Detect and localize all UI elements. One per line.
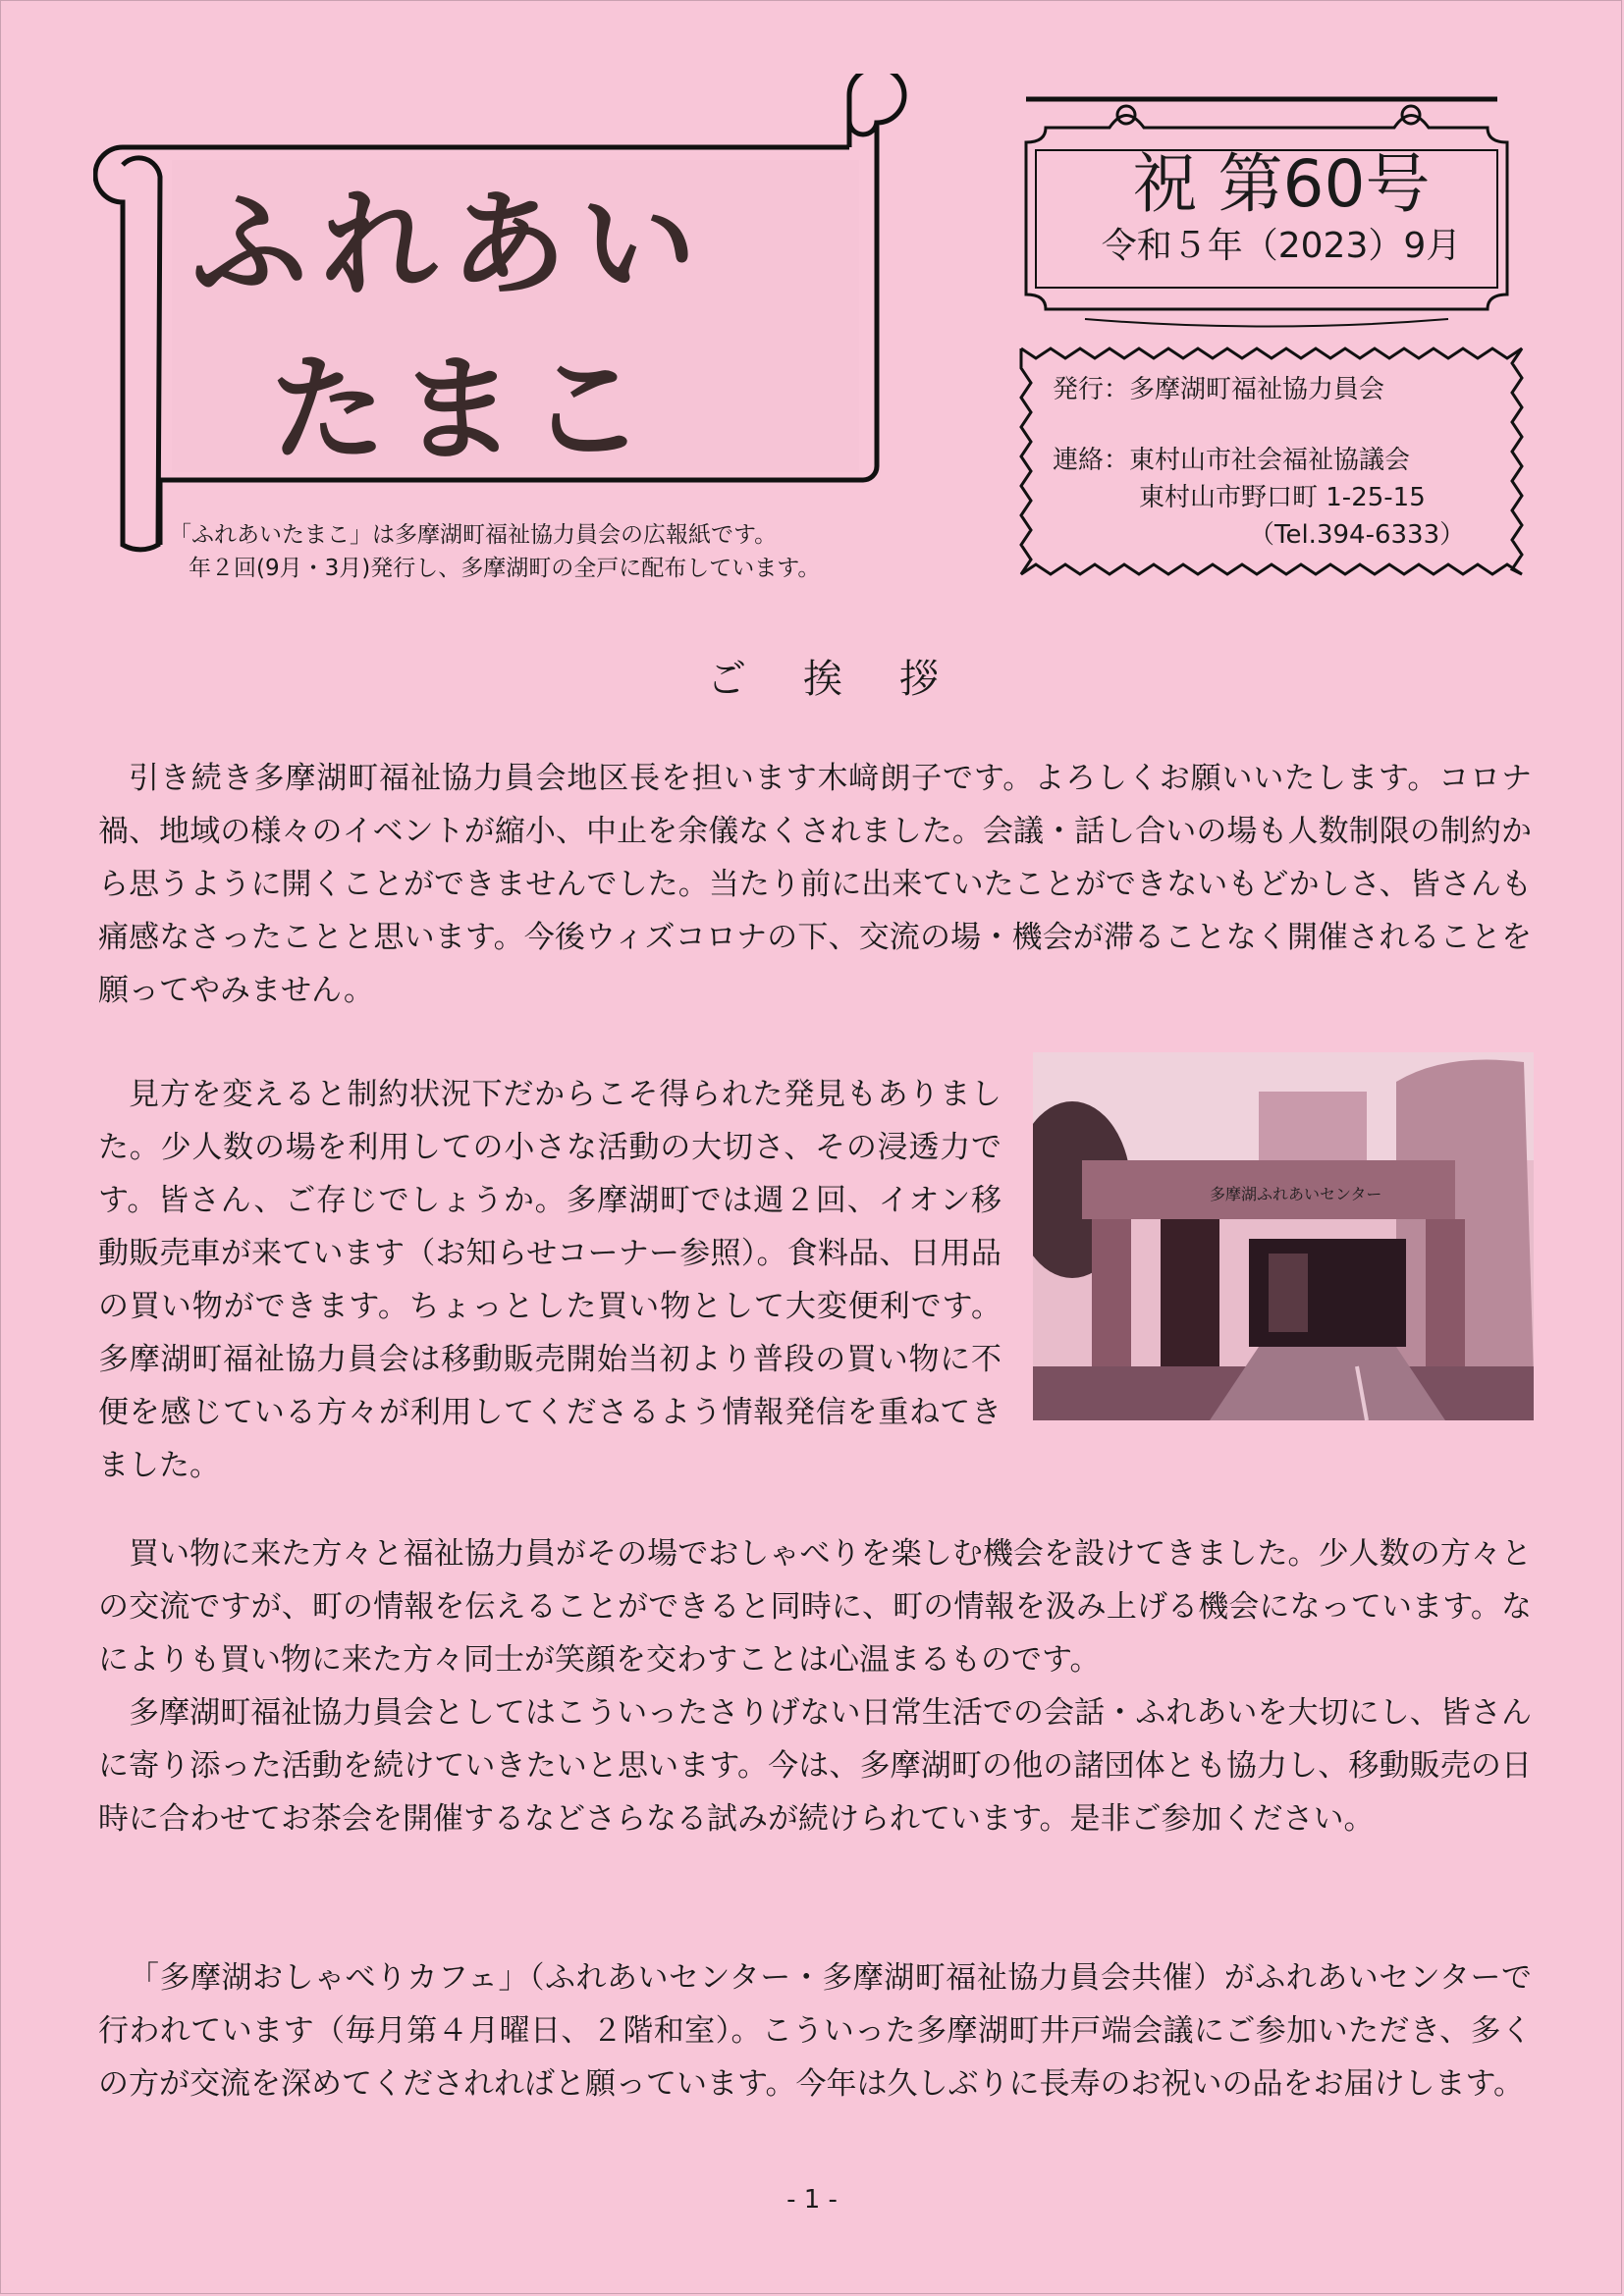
greeting-paragraph-4: 多摩湖町福祉協力員会としてはこういったさりげない日常生活での会話・ふれあいを大切にし、皆さんに寄り添った活動を続けていきたいと思います。今は、多摩湖町の他の諸団体とも協力し、移動販売の日時に合わせてお茶会を開催するなどさらなる試みが続けられています。是非ご参加ください。 [98,1695,1532,1837]
issue-date: 令和５年（2023）9月 [1101,226,1462,266]
publisher-text: 発行：多摩湖町福祉協力員会 [1053,375,1385,404]
community-center-photo [1033,1052,1534,1420]
masthead-caption [169,518,820,585]
masthead-title-line1: ふれあい [191,176,711,312]
contact-line1: 連絡：東村山市社会福祉協議会 [1053,446,1411,475]
greeting-paragraph-1: 引き続き多摩湖町福祉協力員会地区長を担います木﨑朗子です。よろしくお願いいたします。コロナ禍、地域の様々のイベントが縮小、中止を余儀なくされました。会議・話し合いの場も人数制限の制約から思うように開くことができませんでした。当たり前に出来ていたことができないもどかしさ、皆さんも痛感なさったことと思います。今後ウィズコロナの下、交流の場・機会が滞ることなく開催されることを願ってやみません。 [98,761,1532,1008]
issue-number: 祝 第60号 [1132,146,1431,222]
masthead-title [191,162,820,492]
greeting-paragraph-5: 「多摩湖おしゃべりカフェ」（ふれあいセンター・多摩湖町福祉協力員会共催）がふれあいセンターで行われています（毎月第４月曜日、２階和室）。こういった多摩湖町井戸端会議にご参加いただき、多くの方が交流を深めてくだされればと願っています。今年は久しぶりに長寿のお祝いの品をお届けします。 [98,1960,1532,2102]
masthead-title-line2: たまこ [270,341,660,477]
greeting-paragraph-2: 見方を変えると制約状況下だからこそ得られた発見もありました。少人数の場を利用しての小さな活動の大切さ、その浸透力です。皆さん、ご存じでしょうか。多摩湖町では週２回、イオン移動販売車が来ています（お知らせコーナー参照）。食料品、日用品の買い物ができます。ちょっとした買い物として大変便利です。多摩湖町福祉協力員会は移動販売開始当初より普段の買い物に不便を感じている方々が利用してくださるよう情報発信を重ねてきました。 [98,1077,1001,1483]
masthead-caption-line1: 「ふれあいたまこ」は多摩湖町福祉協力員会の広報紙です。 [169,522,778,548]
page-number: - 1 - [786,2185,838,2215]
greeting-title: ご挨拶 [707,657,996,702]
greeting-paragraph-3: 買い物に来た方々と福祉協力員がその場でおしゃべりを楽しむ機会を設けてきました。少人数の方々との交流ですが、町の情報を伝えることができると同時に、町の情報を汲み上げる機会になっています。なによりも買い物に来た方々同士が笑顔を交わすことは心温まるものです。 [98,1536,1532,1678]
contact-line2: 東村山市野口町 1-25-15 [1139,483,1426,512]
masthead-caption-line2: 年２回(9月・3月)発行し、多摩湖町の全戸に配布しています。 [189,556,821,581]
contact-info [1053,371,1524,554]
photo-sign-text: 多摩湖ふれあいセンター [1210,1185,1382,1203]
contact-phone: （Tel.394-6333） [1249,520,1466,550]
